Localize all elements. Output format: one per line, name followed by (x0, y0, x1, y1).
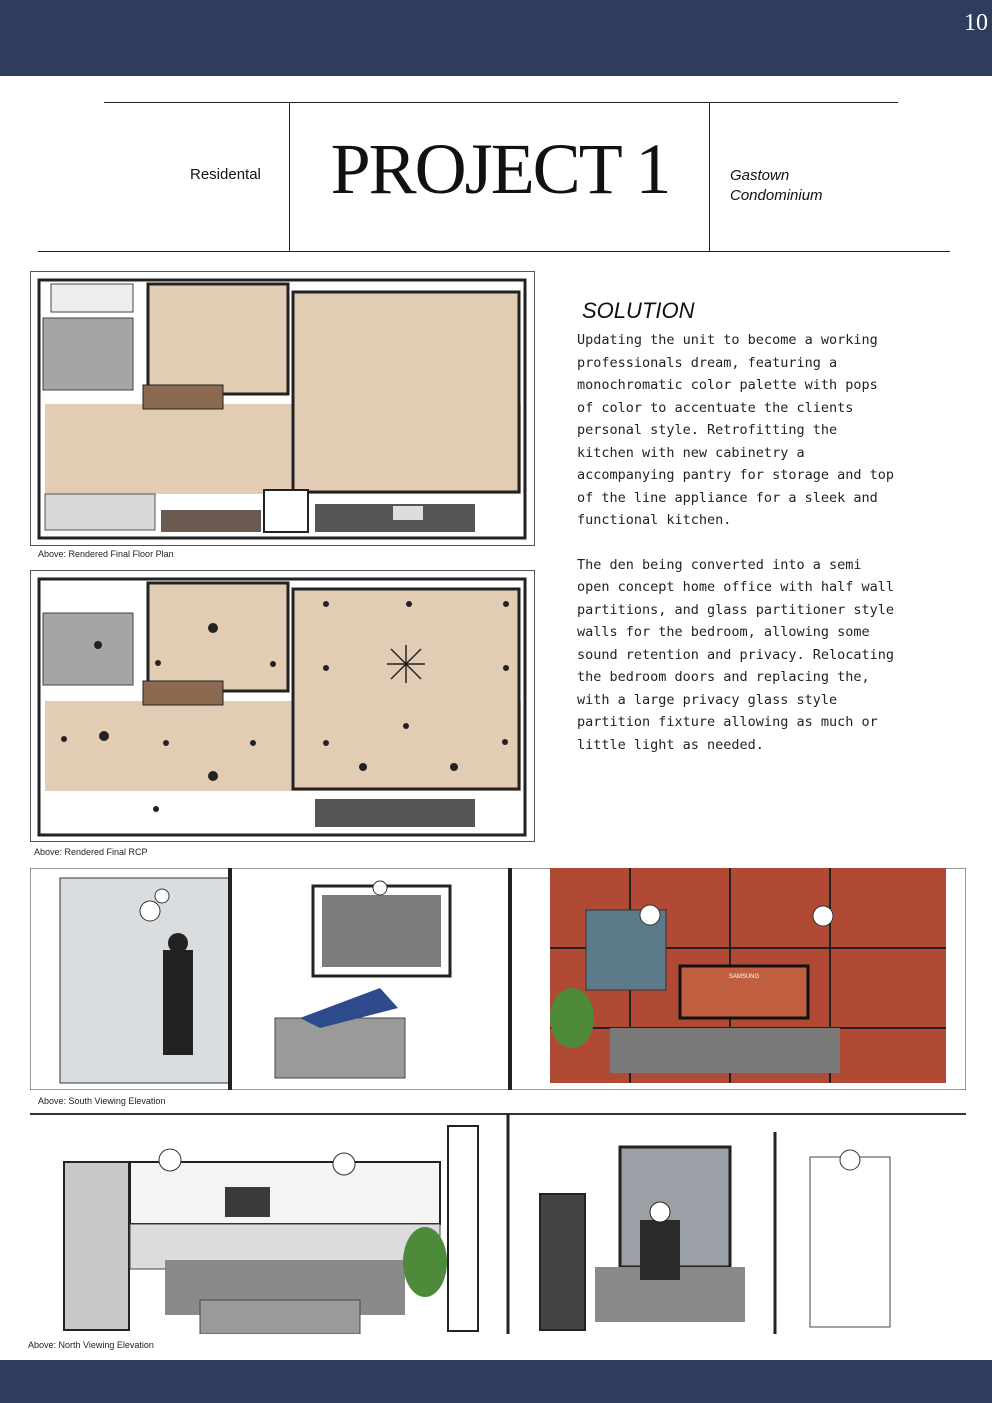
solution-paragraph-2: The den being converted into a semi open concept home office with half wall partitions, and glass partitioner style walls for the bedroom, allowing some sound retention and privacy. Relocating the bedroom doors and replacing the, with a large privacy glass style partition fixture allowing as much or little light as needed. (577, 556, 894, 753)
top-banner (0, 0, 992, 76)
bottom-banner (0, 1360, 992, 1403)
page-title: PROJECT 1 (330, 129, 670, 209)
project-category: Residental (190, 166, 261, 183)
header-divider-right (709, 102, 710, 252)
floor-plan-caption: Above: Rendered Final Floor Plan (38, 549, 174, 559)
tv-brand-label: SAMSUNG (728, 974, 760, 980)
header-bottom-rule (38, 251, 950, 252)
header-divider-left (289, 102, 290, 252)
south-elevation-image (30, 868, 966, 1090)
rcp-caption: Above: Rendered Final RCP (34, 847, 148, 857)
floor-plan-image (30, 271, 535, 546)
solution-paragraph-1: Updating the unit to become a working professionals dream, featuring a monochromatic color palette with pops of color to accentuate the clients personal style. Retrofitting the kitchen with new cabinetry a accompanying pantry for storage and top of the line appliance for a sleek and functional kitchen. (577, 332, 894, 528)
north-elevation-caption: Above: North Viewing Elevation (28, 1340, 154, 1350)
header-top-rule (104, 102, 898, 103)
rcp-image (30, 570, 535, 842)
solution-body (577, 329, 897, 778)
north-elevation-image (30, 1112, 966, 1334)
project-location (730, 166, 823, 206)
page-number: 10 (964, 10, 988, 36)
solution-heading: SOLUTION (582, 298, 695, 323)
location-line-2: Condominium (730, 187, 823, 204)
south-elevation-caption: Above: South Viewing Elevation (38, 1096, 166, 1106)
location-line-1: Gastown (730, 167, 790, 184)
